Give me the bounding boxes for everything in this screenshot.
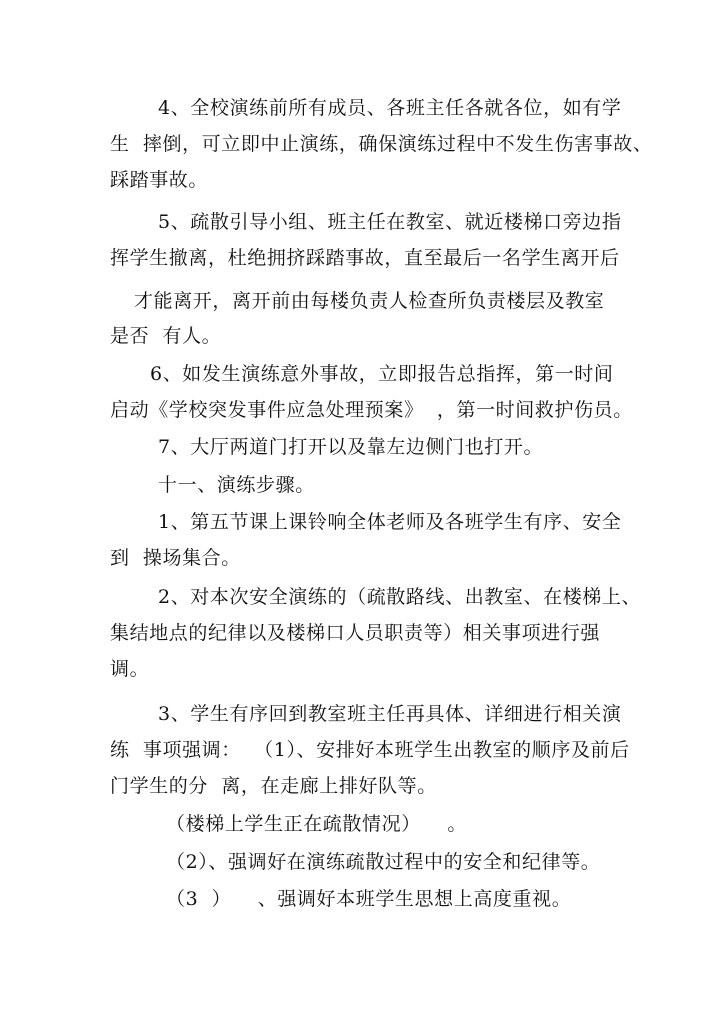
para-5-line-2: 挥学生撤离，杜绝拥挤踩踏事故，直至最后一名学生离开后 xyxy=(110,247,620,269)
step-2-line-1: 2、对本次安全演练的（疏散路线、出教室、在楼梯上、 xyxy=(158,586,642,608)
para-7-line-1: 7、大厅两道门打开以及靠左边侧门也打开。 xyxy=(158,436,544,458)
step-2-line-3: 调。 xyxy=(110,658,150,680)
step-1-line-1: 1、第五节课上课铃响全体老师及各班学生有序、安全 xyxy=(158,511,622,533)
para-5-line-4: 是否 有人。 xyxy=(110,325,222,347)
para-4-line-3: 踩踏事故。 xyxy=(110,169,209,191)
step-3-line-2: 练 事项强调： （1）、安排好本班学生出教室的顺序及前后 xyxy=(110,739,630,761)
step-1-line-2: 到 操场集合。 xyxy=(110,547,241,569)
step-3-line-1: 3、学生有序回到教室班主任再具体、详细进行相关演 xyxy=(158,703,622,725)
item-2: （2）、强调好在演练疏散过程中的安全和纪律等。 xyxy=(166,851,601,873)
step-3-line-3: 门学生的分 离，在走廊上排好队等。 xyxy=(110,775,437,797)
para-5-line-1: 5、疏散引导小组、班主任在教室、就近楼梯口旁边指 xyxy=(158,211,622,233)
note-stair-evacuation: （楼梯上学生正在疏散情况） 。 xyxy=(166,813,467,835)
step-2-line-2: 集结地点的纪律以及楼梯口人员职责等）相关事项进行强 xyxy=(110,622,601,644)
para-4-line-1: 4、全校演练前所有成员、各班主任各就各位，如有学 xyxy=(158,97,622,119)
para-6-line-2: 启动《学校突发事件应急处理预案》 ，第一时间救护伤员。 xyxy=(110,399,633,421)
item-3: （3 ） 、强调好本班学生思想上高度重视。 xyxy=(166,888,572,910)
para-5-line-3: 才能离开，离开前由每楼负责人检查所负责楼层及教室 xyxy=(134,290,605,312)
para-4-line-2: 生 摔倒，可立即中止演练，确保演练过程中不发生伤害事故、 xyxy=(110,133,653,155)
para-6-line-1: 6、如发生演练意外事故，立即报告总指挥，第一时间 xyxy=(150,363,614,385)
section-heading-11: 十一、演练步骤。 xyxy=(158,474,315,496)
